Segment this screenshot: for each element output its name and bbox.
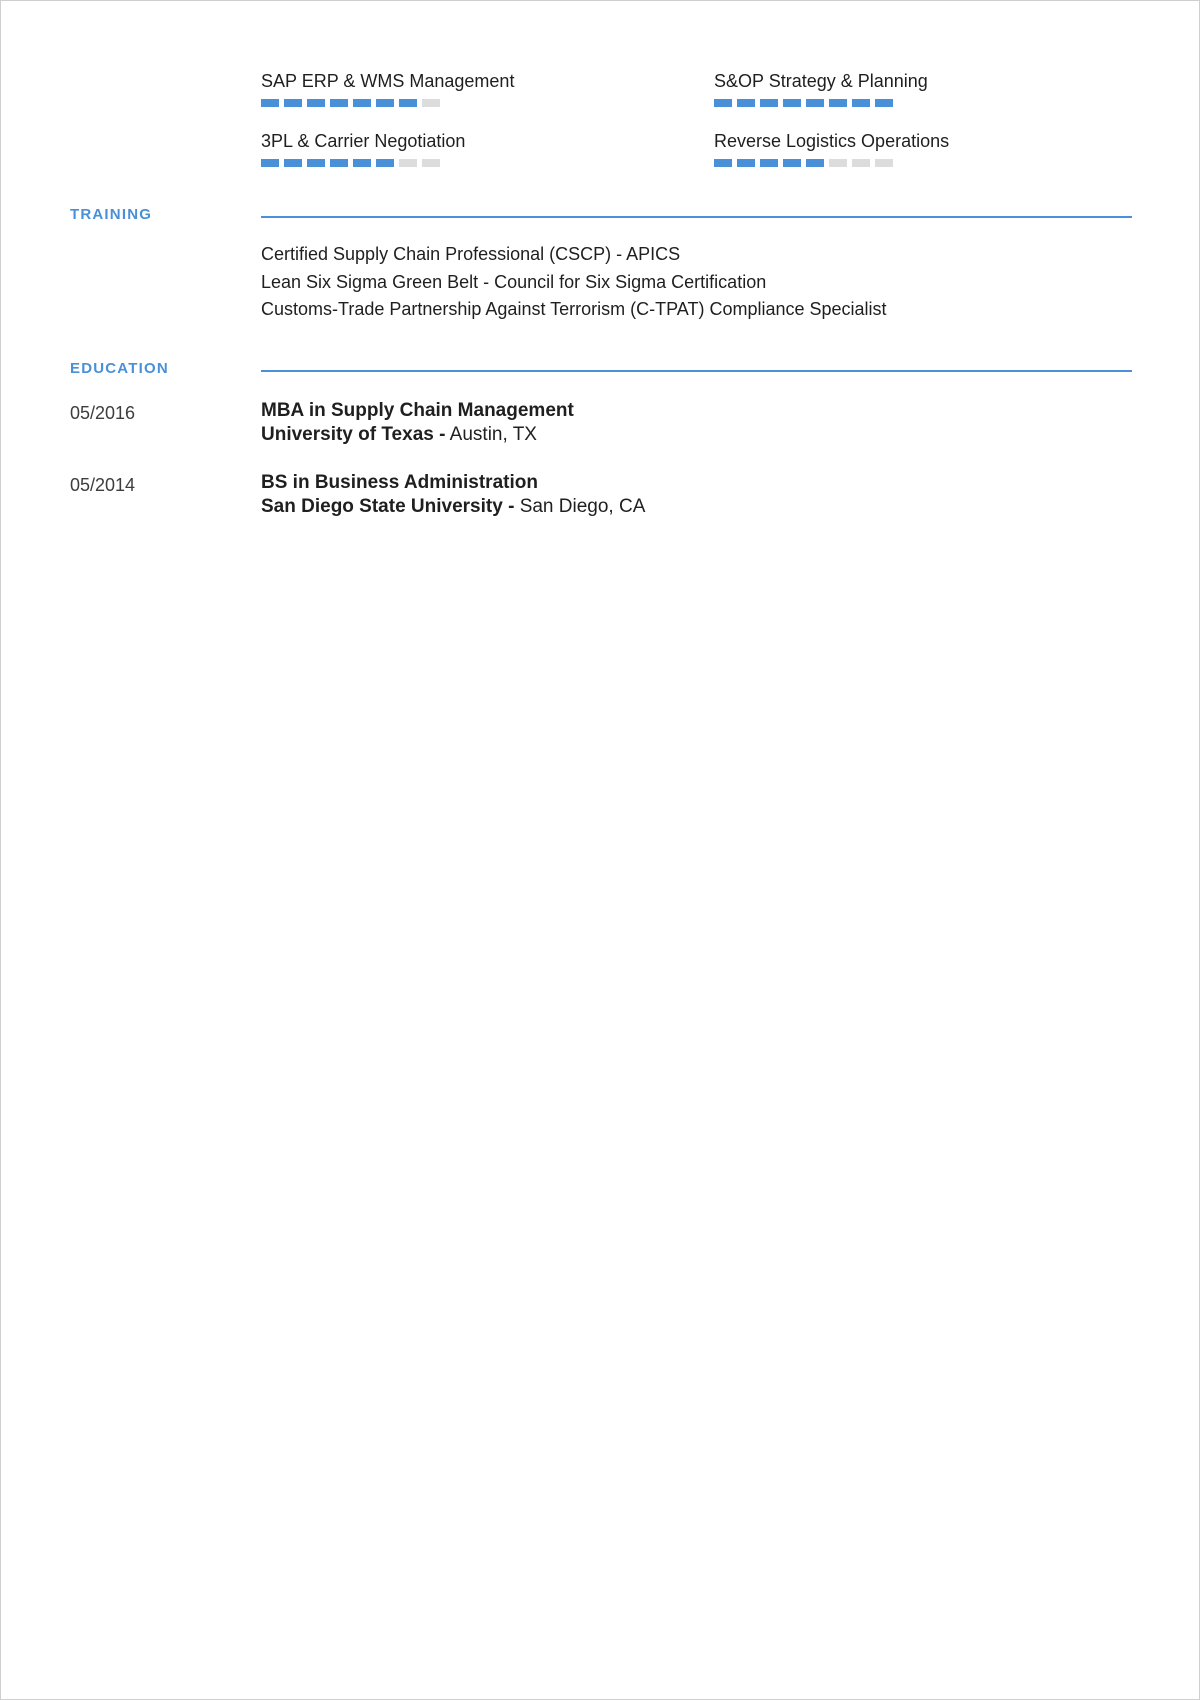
skill-item [261, 129, 714, 167]
skill-name: 3PL & Carrier Negotiation [261, 131, 466, 151]
rating-segment-filled [737, 99, 755, 107]
section-heading-education: EDUCATION [70, 360, 169, 377]
skill-name: SAP ERP & WMS Management [261, 71, 515, 91]
skill-item [261, 69, 714, 107]
skill-name: S&OP Strategy & Planning [714, 71, 928, 91]
rating-segment-filled [330, 159, 348, 167]
education-location: San Diego, CA [519, 496, 646, 517]
rating-segment-filled [399, 99, 417, 107]
training-list [261, 241, 887, 324]
rating-segment-empty [852, 159, 870, 167]
rating-segment-filled [353, 159, 371, 167]
rating-segment-filled [307, 99, 325, 107]
training-item: Lean Six Sigma Green Belt - Council for Six Sigma Certification [261, 271, 767, 292]
rating-segment-filled [737, 159, 755, 167]
education-school: University of Texas - [261, 424, 446, 445]
rating-segment-filled [284, 159, 302, 167]
skill-rating-bar [714, 159, 1131, 167]
training-item: Certified Supply Chain Professional (CSCP) - APICS [261, 244, 681, 264]
education-institution-line [261, 495, 645, 519]
rating-segment-filled [376, 99, 394, 107]
rating-segment-filled [806, 159, 824, 167]
rating-segment-filled [783, 159, 801, 167]
education-details [261, 471, 645, 519]
skill-rating-bar [261, 159, 714, 167]
training-item: Customs-Trade Partnership Against Terrorism (C-TPAT) Compliance Specialist [261, 299, 887, 319]
rating-segment-filled [760, 159, 778, 167]
rating-segment-filled [714, 159, 732, 167]
education-location: Austin, TX [449, 424, 537, 445]
education-degree: BS in Business Administration [261, 472, 538, 493]
rating-segment-filled [376, 159, 394, 167]
section-divider [261, 216, 1132, 218]
rating-segment-filled [760, 99, 778, 107]
rating-segment-filled [330, 99, 348, 107]
skill-name: Reverse Logistics Operations [714, 131, 950, 151]
rating-segment-filled [284, 99, 302, 107]
skills-grid [261, 69, 1131, 167]
education-date: 05/2014 [70, 475, 136, 495]
section-divider [261, 370, 1132, 372]
rating-segment-empty [875, 159, 893, 167]
rating-segment-filled [307, 159, 325, 167]
rating-segment-filled [783, 99, 801, 107]
rating-segment-filled [875, 99, 893, 107]
rating-segment-empty [422, 159, 440, 167]
rating-segment-filled [261, 99, 279, 107]
skill-item [714, 129, 1131, 167]
rating-segment-filled [806, 99, 824, 107]
rating-segment-empty [399, 159, 417, 167]
skill-rating-bar [261, 99, 714, 107]
education-entry [70, 471, 1132, 525]
education-entry [70, 399, 1132, 453]
education-degree: MBA in Supply Chain Management [261, 400, 574, 421]
education-details [261, 399, 574, 447]
skill-item [714, 69, 1131, 107]
skill-rating-bar [714, 99, 1131, 107]
education-institution-line [261, 423, 574, 447]
rating-segment-empty [829, 159, 847, 167]
rating-segment-filled [829, 99, 847, 107]
education-school: San Diego State University - [261, 496, 515, 517]
education-date: 05/2016 [70, 403, 136, 423]
rating-segment-empty [422, 99, 440, 107]
rating-segment-filled [714, 99, 732, 107]
section-heading-training: TRAINING [70, 206, 153, 223]
rating-segment-filled [353, 99, 371, 107]
rating-segment-filled [261, 159, 279, 167]
rating-segment-filled [852, 99, 870, 107]
